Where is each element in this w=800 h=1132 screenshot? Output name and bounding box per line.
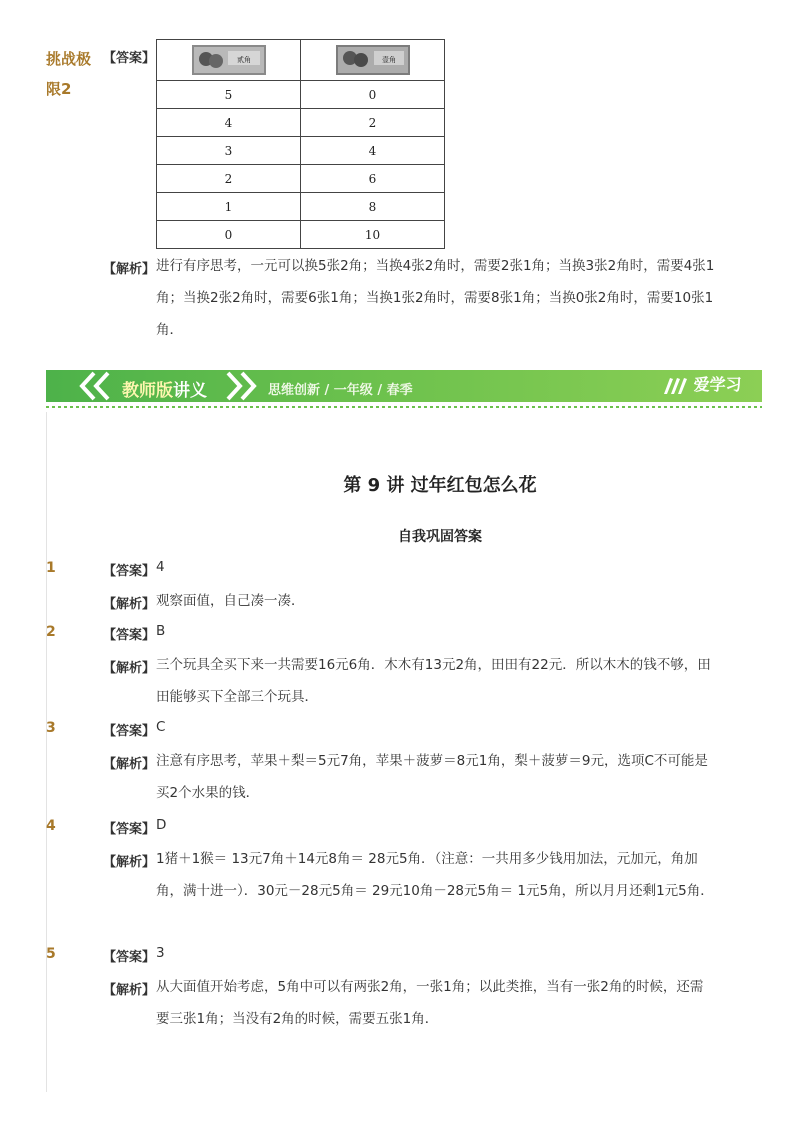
challenge-title: 挑战极限2	[46, 50, 92, 98]
analysis-text: 进行有序思考，一元可以换5张2角；当换4张2角时，需要2张1角；当换3张2角时，需要4张1角；当换2张2角时，需要6张1角；当换1张2角时，需要8张1角；当换0张2角时，需要10张1角．	[156, 258, 715, 338]
question-number: 2	[46, 624, 56, 640]
analysis-text: 三个玩具全买下来一共需要16元6角．木木有13元2角，田田有22元．所以木木的钱不够，田田能够买下全部三个玩具．	[156, 657, 711, 705]
two-jiao-note-cell	[157, 40, 301, 81]
one-jiao-banknote-image	[336, 45, 410, 75]
analysis-text: 从大面值开始考虑，5角中可以有两张2角，一张1角；以此类推，当有一张2角的时候，还需要三张1角；当没有2角的时候，需要五张1角．	[156, 979, 704, 1027]
answer-tag: 【答案】	[103, 51, 156, 66]
table-row: 0 10	[157, 221, 445, 249]
table-row: 4 2	[157, 109, 445, 137]
question-number: 1	[46, 560, 56, 576]
banner-label: 教师版讲义	[122, 381, 207, 401]
lecture-title: 第 9 讲 过年红包怎么花	[343, 475, 537, 496]
analysis-tag: 【解析】	[103, 855, 156, 870]
answer-tag: 【答案】	[103, 724, 156, 739]
one-jiao-note-text: 壹角	[381, 56, 396, 64]
answer-value: C	[156, 719, 166, 735]
money-exchange-table	[156, 39, 445, 249]
double-chevron-right-icon	[222, 370, 262, 402]
analysis-tag: 【解析】	[103, 661, 156, 676]
banner-dotted-divider	[46, 406, 762, 408]
table-row: 1 8	[157, 193, 445, 221]
table-row: 3 4	[157, 137, 445, 165]
question-number: 5	[46, 946, 56, 962]
answer-tag: 【答案】	[103, 822, 156, 837]
analysis-tag: 【解析】	[103, 262, 156, 277]
section-title: 自我巩固答案	[398, 529, 482, 545]
analysis-text: 1猪＋1猴＝ 13元7角＋14元8角＝ 28元5角．（注意：一共用多少钱用加法，元加元，角加角，满十进一）．30元－28元5角＝ 29元10角－28元5角＝ 1元5角，所以月月还剩1元5角．	[156, 851, 714, 899]
answer-value: 3	[156, 945, 165, 961]
banner-subtitle: 思维创新 / 一年级 / 春季	[268, 383, 413, 398]
answer-value: 4	[156, 559, 165, 575]
answer-tag: 【答案】	[103, 628, 156, 643]
analysis-tag: 【解析】	[103, 597, 156, 612]
brand-name: 爱学习	[693, 375, 742, 394]
answer-tag: 【答案】	[103, 564, 156, 579]
two-jiao-banknote-image	[192, 45, 266, 75]
brand-logo	[662, 372, 742, 395]
one-jiao-note-cell	[301, 40, 445, 81]
left-margin-rule	[46, 412, 47, 1092]
double-chevron-left-icon	[72, 370, 116, 402]
table-row: 2 6	[157, 165, 445, 193]
question-number: 3	[46, 720, 56, 736]
two-jiao-note-text: 贰角	[236, 56, 251, 64]
analysis-text: 注意有序思考，苹果＋梨＝5元7角，苹果＋菠萝＝8元1角，梨＋菠萝＝9元，选项C不可能是买2个水果的钱．	[156, 753, 708, 801]
brand-leaf-icon	[662, 377, 688, 395]
answer-tag: 【答案】	[103, 950, 156, 965]
analysis-text: 观察面值，自己凑一凑．	[156, 593, 305, 609]
analysis-tag: 【解析】	[103, 757, 156, 772]
question-number: 4	[46, 818, 56, 834]
analysis-tag: 【解析】	[103, 983, 156, 998]
table-row: 5 0	[157, 81, 445, 109]
answer-value: D	[156, 817, 167, 833]
answer-value: B	[156, 623, 166, 639]
